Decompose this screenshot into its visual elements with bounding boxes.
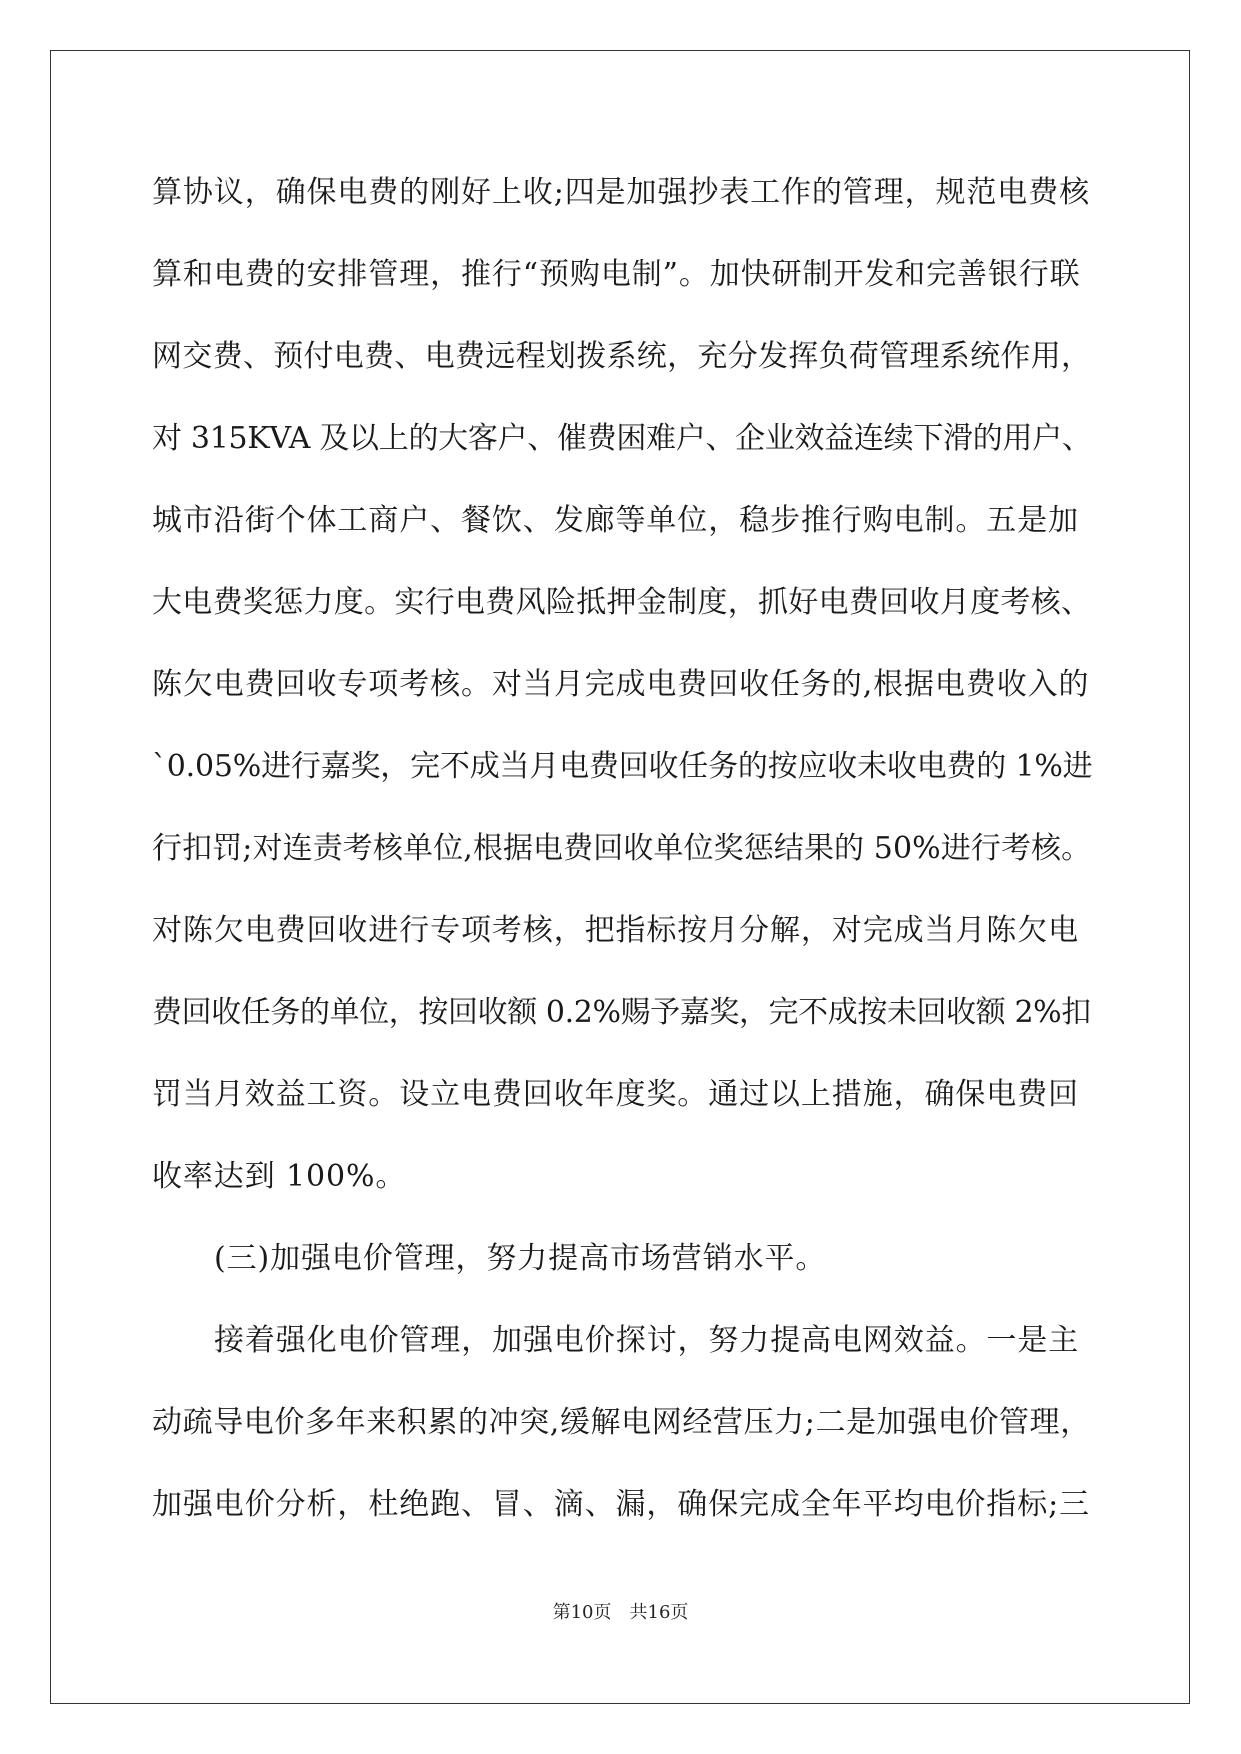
text-line: 动疏导电价多年来积累的冲突,缓解电网经营压力;二是加强电价管理， xyxy=(152,1405,1091,1440)
text-line: 费回收任务的单位，按回收额 0.2%赐予嘉奖，完不成按未回收额 2%扣 xyxy=(152,995,1091,1030)
document-body xyxy=(152,160,1092,1554)
text-line: 算协议，确保电费的刚好上收;四是加强抄表工作的管理，规范电费核 xyxy=(152,175,1091,210)
paragraph-first-line: 接着强化电价管理，加强电价探讨，努力提高电网效益。一是主 xyxy=(214,1323,1080,1358)
page-number-total: 共16页 xyxy=(629,1602,689,1623)
text-line: 城市沿街个体工商户、餐饮、发廊等单位，稳步推行购电制。五是加 xyxy=(152,503,1079,538)
text-line: 对陈欠电费回收进行专项考核，把指标按月分解，对完成当月陈欠电 xyxy=(152,913,1079,948)
page-footer xyxy=(0,1598,1241,1624)
text-line: 网交费、预付电费、电费远程划拨系统，充分发挥负荷管理系统作用， xyxy=(152,339,1092,374)
text-line: `0.05%进行嘉奖，完不成当月电费回收任务的按应收未收电费的 1%进 xyxy=(152,749,1093,784)
page-number-current: 第10页 xyxy=(552,1602,612,1623)
text-line: 陈欠电费回收专项考核。对当月完成电费回收任务的,根据电费收入的 xyxy=(152,667,1090,702)
text-line: 大电费奖惩力度。实行电费风险抵押金制度，抓好电费回收月度考核、 xyxy=(152,585,1092,620)
text-line: 加强电价分析，杜绝跑、冒、滴、漏，确保完成全年平均电价指标;三 xyxy=(152,1487,1091,1522)
text-line: 收率达到 100%。 xyxy=(152,1159,407,1194)
text-line: 对 315KVA 及以上的大客户、催费困难户、企业效益连续下滑的用户、 xyxy=(152,421,1092,456)
text-line: 罚当月效益工资。设立电费回收年度奖。通过以上措施，确保电费回 xyxy=(152,1077,1079,1112)
text-line: 算和电费的安排管理，推行“预购电制”。加快研制开发和完善银行联 xyxy=(152,257,1081,292)
section-heading: (三)加强电价管理，努力提高市场营销水平。 xyxy=(214,1241,827,1276)
text-line: 行扣罚;对连责考核单位,根据电费回收单位奖惩结果的 50%进行考核。 xyxy=(152,831,1092,866)
